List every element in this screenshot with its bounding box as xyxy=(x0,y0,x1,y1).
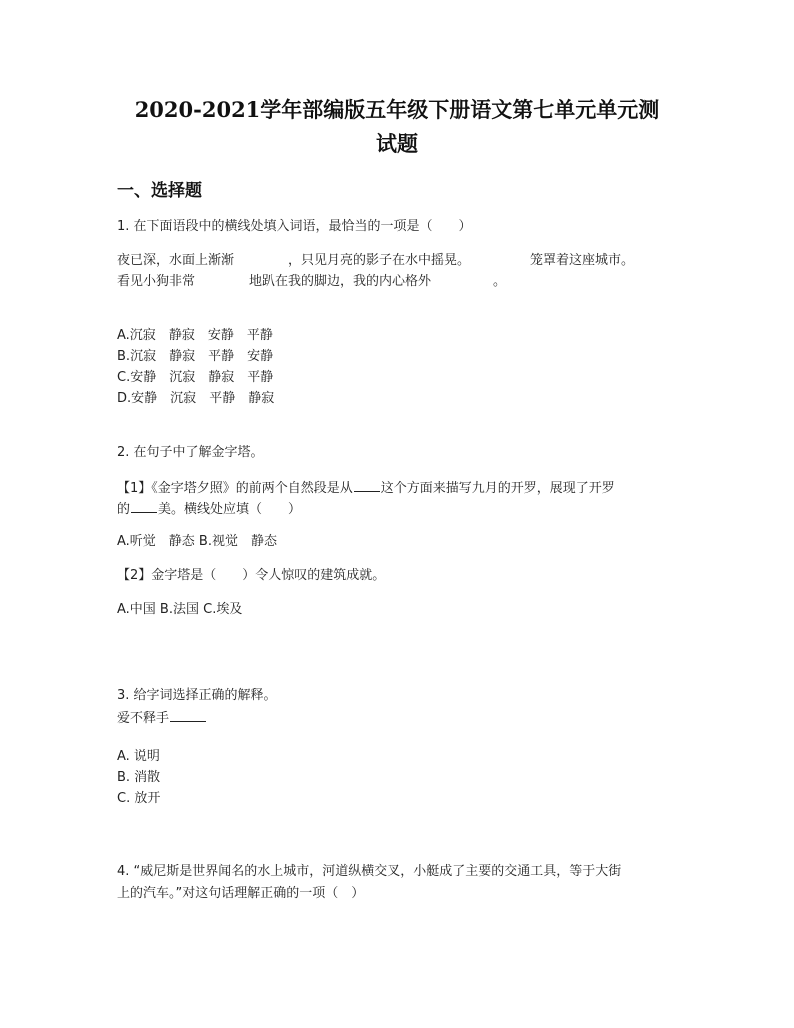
option-word: 沉寂 xyxy=(169,370,196,385)
option-word: 安静 xyxy=(131,391,158,406)
option-label: B. xyxy=(117,349,131,364)
q2-sub1-text: 【1】《金字塔夕照》的前两个自然段是从 xyxy=(117,481,353,496)
q1-option-a xyxy=(117,326,286,346)
q1-passage-line2 xyxy=(117,272,506,292)
q1-option-c xyxy=(117,368,286,388)
option-word: 沉寂 xyxy=(129,328,156,343)
option-label: D. xyxy=(117,391,132,406)
option-word: 静寂 xyxy=(169,349,196,364)
q1-passage-text: 地趴在我的脚边，我的内心格外 xyxy=(249,274,432,289)
q2-sub2: 【2】金字塔是（ ）令人惊叹的建筑成就。 xyxy=(117,568,386,583)
option-label: A. xyxy=(117,328,130,343)
answer-blank xyxy=(170,707,206,722)
option-word: 沉寂 xyxy=(130,349,157,364)
q1-passage-text: 。 xyxy=(493,274,507,289)
q1-stem: 1. 在下面语段中的横线处填入词语，最恰当的一项是（ ） xyxy=(117,219,472,234)
answer-blank xyxy=(131,498,157,513)
q2-sub1-text: 美。横线处应填（ ） xyxy=(158,502,302,517)
q3-option-a: A. 说明 xyxy=(117,749,160,764)
q3-option-c: C. 放开 xyxy=(117,791,161,806)
option-word: 平静 xyxy=(209,391,236,406)
option-label: C. xyxy=(117,370,131,385)
q4-line1: 4. “威尼斯是世界闻名的水上城市，河道纵横交叉，小艇成了主要的交通工具，等于大街 xyxy=(117,864,622,879)
option-word: 平静 xyxy=(247,370,274,385)
document-title-line1: 2020-2021学年部编版五年级下册语文第七单元单元测 xyxy=(134,97,660,122)
q2-sub1-text: 这个方面来描写九月的开罗，展现了开罗 xyxy=(380,481,615,496)
option-word: 平静 xyxy=(246,328,273,343)
q1-passage-text: ，只见月亮的影子在水中摇晃。 xyxy=(288,253,471,268)
q1-option-d xyxy=(117,389,287,409)
q2-sub2-options: A.中国 B.法国 C.埃及 xyxy=(117,602,243,617)
option-word: 平静 xyxy=(208,349,235,364)
section-heading: 一、选择题 xyxy=(117,181,202,201)
answer-blank xyxy=(354,477,380,492)
q1-passage-text: 夜已深，水面上渐渐 xyxy=(117,253,235,268)
q4-line2: 上的汽车。”对这句话理解正确的一项（ ） xyxy=(117,886,365,901)
option-word: 静寂 xyxy=(248,391,275,406)
document-title-line2: 试题 xyxy=(376,131,418,156)
option-word: 安静 xyxy=(130,370,157,385)
q1-passage-text: 笼罩着这座城市。 xyxy=(530,253,635,268)
q2-sub1-line1 xyxy=(117,477,615,499)
option-word: 静寂 xyxy=(168,328,195,343)
q2-sub1-text: 的 xyxy=(117,502,131,517)
q1-option-b xyxy=(117,347,286,367)
q3-word: 爱不释手 xyxy=(117,711,170,726)
option-word: 安静 xyxy=(247,349,274,364)
q1-passage-line1 xyxy=(117,251,634,271)
option-word: 静寂 xyxy=(208,370,235,385)
q2-stem: 2. 在句子中了解金字塔。 xyxy=(117,445,264,460)
option-word: 安静 xyxy=(207,328,234,343)
q3-word-line xyxy=(117,707,207,729)
q3-stem: 3. 给字词选择正确的解释。 xyxy=(117,688,277,703)
q2-sub1-line2 xyxy=(117,498,301,520)
option-word: 沉寂 xyxy=(170,391,197,406)
q3-option-b: B. 消散 xyxy=(117,770,161,785)
q2-sub1-options: A.听觉 静态 B.视觉 静态 xyxy=(117,534,277,549)
q1-passage-text: 看见小狗非常 xyxy=(117,274,196,289)
